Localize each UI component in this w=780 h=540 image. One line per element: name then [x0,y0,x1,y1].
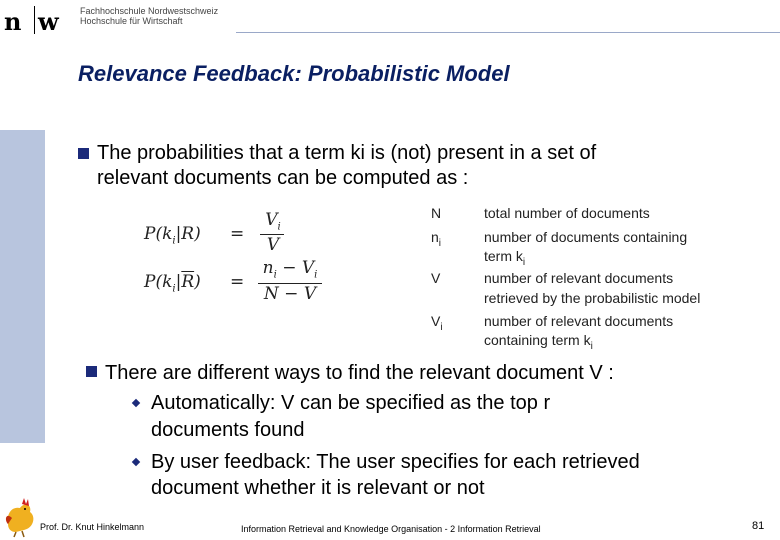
legend-def-ni-line-2: term $k_i$ [484,248,526,268]
legend-symbol-V: V [431,270,441,286]
org-name-line-1: Fachhochschule Nordwestschweiz [80,6,219,16]
legend-symbol-Vi: $V_i$ [431,313,443,333]
bullet-square-icon [86,366,97,377]
formula-1-numerator: $V_i$ [265,210,281,233]
bullet-square-icon [78,148,89,159]
formula-1-denominator: V [266,235,280,255]
rooster-mascot-icon [2,494,38,538]
sub-bullet-1-line-2: documents found [151,419,305,441]
formula-1-lhs: $P(k_i|R)$ [144,224,201,247]
formula-2-lhs: $P(k_i|\overline{R})$ [144,272,201,295]
bullet-diamond-icon [132,458,140,466]
legend-symbol-N: N [431,205,442,221]
legend-def-V-line-2: retrieved by the probabilistic model [484,290,701,306]
legend-def-ni-line-1: number of documents containing [484,229,688,245]
bullet-1-line-2: relevant documents can be computed as : [97,167,469,189]
sub-bullet-1-line-1: Automatically: V can be specified as the top r [151,392,551,414]
legend-def-Vi-line-1: number of relevant documents [484,313,674,329]
slide-title: Relevance Feedback: Probabilistic Model [78,61,510,86]
sub-bullet-2-line-2: document whether it is relevant or not [151,477,485,499]
footer-author: Prof. Dr. Knut Hinkelmann [40,522,145,532]
probability-formulas [140,206,340,310]
svg-text:n: n [4,7,22,36]
bullet-2-line-1: There are different ways to find the relevant document V : [105,362,614,384]
formula-2-equals: = [230,272,245,292]
bullet-1-line-1: The probabilities that a term ki is (not) present in a set of [97,142,597,164]
page-number: 81 [752,520,765,532]
left-accent-panel [0,130,45,443]
legend-def-Vi-line-2: containing term $k_i$ [484,332,593,352]
bullet-diamond-icon [132,399,140,407]
formula-1-equals: = [230,224,245,244]
legend-def-V-line-1: number of relevant documents [484,270,674,286]
logo-separator [34,6,35,34]
legend-def-N: total number of documents [484,205,650,221]
formula-2-denominator: N − V [263,284,317,304]
fhnw-logo [4,4,66,38]
legend-symbol-ni: $n_i$ [431,229,442,249]
sub-bullet-2-line-1: By user feedback: The user specifies for each retrieved [151,451,640,473]
svg-text:w: w [38,7,59,36]
header-rule [236,32,780,33]
formula-2-numerator: $n_i - V_i$ [262,258,318,281]
org-name-line-2: Hochschule für Wirtschaft [80,16,183,26]
footer-course: Information Retrieval and Knowledge Organisation - 2 Information Retrieval [241,524,541,534]
